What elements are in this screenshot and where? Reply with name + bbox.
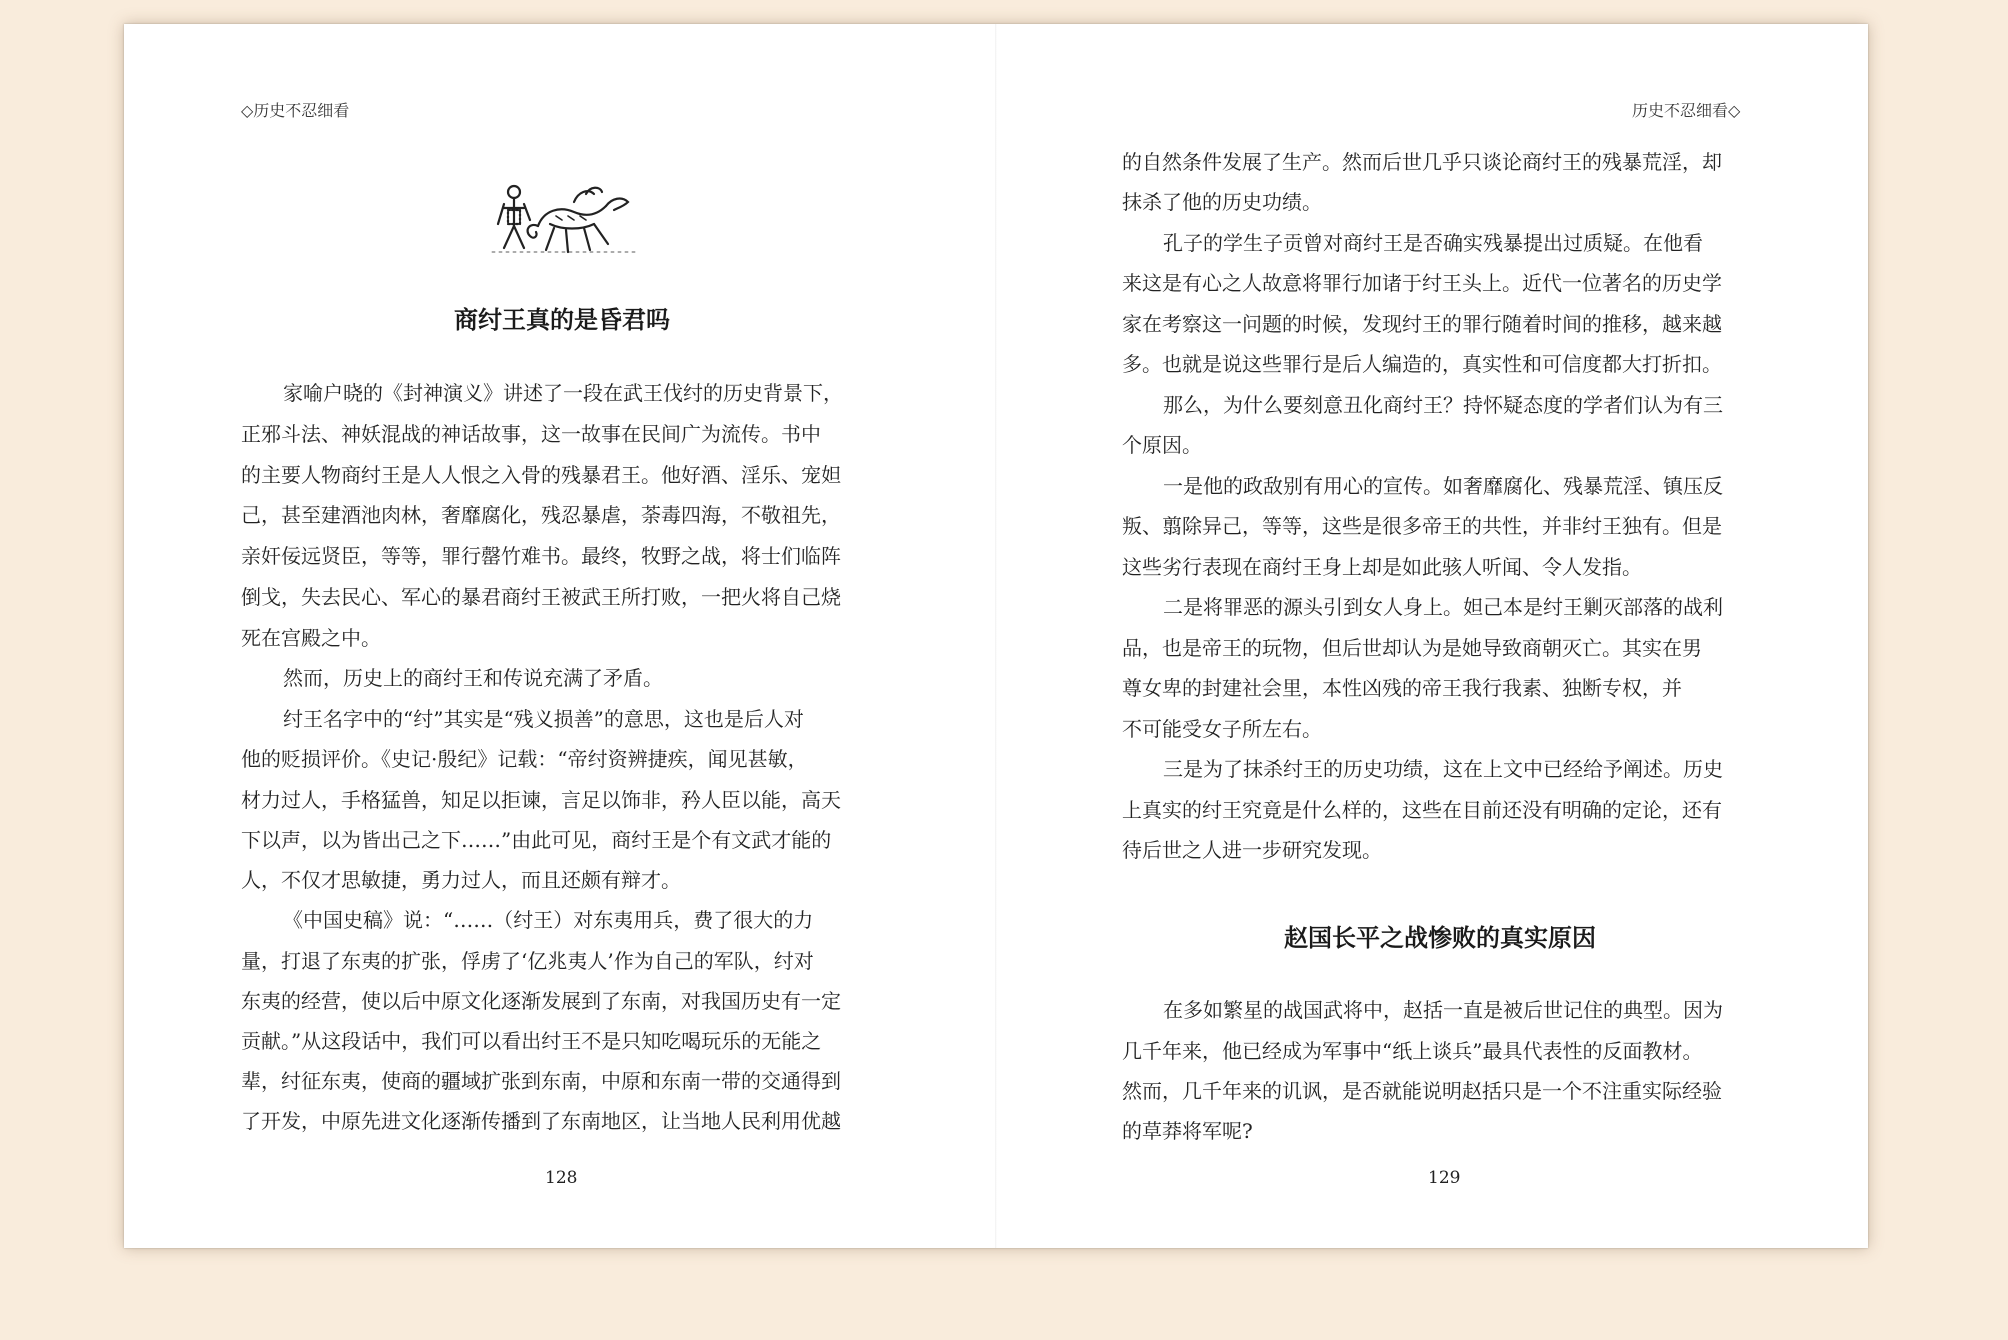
text-line: 他的贬损评价。《史记·殷纪》记载：“帝纣资辨捷疾，闻见甚敏， bbox=[241, 747, 808, 771]
text-line: 《中国史稿》说：“……（纣王）对东夷用兵，费了很大的力 bbox=[283, 908, 814, 932]
text-line: 下以声，以为皆出己之下……”由此可见，商纣王是个有文武才能的 bbox=[241, 828, 832, 852]
text-line: 抹杀了他的历史功绩。 bbox=[1122, 190, 1322, 214]
text-line: 材力过人，手格猛兽，知足以拒谏，言足以饰非，矜人臣以能，高天 bbox=[241, 788, 841, 812]
text-line: 三是为了抹杀纣王的历史功绩，这在上文中已经给予阐述。历史 bbox=[1163, 757, 1723, 781]
text-line: 几千年来，他已经成为军事中“纸上谈兵”最具代表性的反面教材。 bbox=[1122, 1039, 1703, 1063]
text-line: 一是他的政敌别有用心的宣传。如奢靡腐化、残暴荒淫、镇压反 bbox=[1163, 474, 1723, 498]
text-line: 待后世之人进一步研究发现。 bbox=[1122, 838, 1382, 862]
text-line: 孔子的学生子贡曾对商纣王是否确实残暴提出过质疑。在他看 bbox=[1163, 231, 1703, 255]
text-line: 上真实的纣王究竟是什么样的，这些在目前还没有明确的定论，还有 bbox=[1122, 798, 1722, 822]
text-line: 多。也就是说这些罪行是后人编造的，真实性和可信度都大打折扣。 bbox=[1122, 352, 1722, 376]
text-line: 纣王名字中的“纣”其实是“残义损善”的意思，这也是后人对 bbox=[283, 707, 804, 731]
text-line: 人，不仅才思敏捷，勇力过人，而且还颇有辩才。 bbox=[241, 868, 681, 892]
text-line: 来这是有心之人故意将罪行加诸于纣王头上。近代一位著名的历史学 bbox=[1122, 271, 1722, 295]
text-line: 的主要人物商纣王是人人恨之入骨的残暴君王。他好酒、淫乐、宠妲 bbox=[241, 463, 841, 487]
text-line: 倒戈，失去民心、军心的暴君商纣王被武王所打败，一把火将自己烧 bbox=[241, 585, 841, 609]
book-spine bbox=[995, 24, 997, 1248]
text-line: 的自然条件发展了生产。然而后世几乎只谈论商纣王的残暴荒淫，却 bbox=[1122, 150, 1722, 174]
text-line: 然而，几千年来的讥讽，是否就能说明赵括只是一个不注重实际经验 bbox=[1122, 1079, 1722, 1103]
left-running-head: ◇历史不忍细看 bbox=[241, 101, 350, 120]
text-line: 死在宫殿之中。 bbox=[241, 626, 381, 650]
left-page-title: 商纣王真的是昏君吗 bbox=[454, 306, 670, 334]
right-page-number: 129 bbox=[1428, 1168, 1461, 1188]
text-line: 那么，为什么要刻意丑化商纣王？持怀疑态度的学者们认为有三 bbox=[1163, 393, 1723, 417]
horse-rider-ornament-icon bbox=[490, 180, 640, 260]
text-line: 不可能受女子所左右。 bbox=[1122, 717, 1322, 741]
text-line: 家在考察这一问题的时候，发现纣王的罪行随着时间的推移，越来越 bbox=[1122, 312, 1722, 336]
text-line: 了开发，中原先进文化逐渐传播到了东南地区，让当地人民利用优越 bbox=[241, 1109, 841, 1133]
text-line: 量，打退了东夷的扩张，俘虏了‘亿兆夷人’作为自己的军队，纣对 bbox=[241, 949, 814, 973]
text-line: 正邪斗法、神妖混战的神话故事，这一故事在民间广为流传。书中 bbox=[241, 422, 821, 446]
text-line: 己，甚至建酒池肉林，奢靡腐化，残忍暴虐，荼毒四海，不敬祖先， bbox=[241, 503, 841, 527]
text-line: 在多如繁星的战国武将中，赵括一直是被后世记住的典型。因为 bbox=[1163, 998, 1723, 1022]
text-line: 东夷的经营，使以后中原文化逐渐发展到了东南，对我国历史有一定 bbox=[241, 989, 841, 1013]
right-page-title: 赵国长平之战惨败的真实原因 bbox=[1284, 924, 1596, 952]
left-page-number: 128 bbox=[545, 1168, 578, 1188]
text-line: 亲奸佞远贤臣，等等，罪行罄竹难书。最终，牧野之战，将士们临阵 bbox=[241, 544, 841, 568]
text-line: 辈，纣征东夷，使商的疆域扩张到东南，中原和东南一带的交通得到 bbox=[241, 1069, 841, 1093]
right-running-head: 历史不忍细看◇ bbox=[1632, 101, 1741, 120]
text-line: 叛、翦除异己，等等，这些是很多帝王的共性，并非纣王独有。但是 bbox=[1122, 514, 1722, 538]
text-line: 然而，历史上的商纣王和传说充满了矛盾。 bbox=[283, 666, 663, 690]
text-line: 尊女卑的封建社会里，本性凶残的帝王我行我素、独断专权，并 bbox=[1122, 676, 1682, 700]
text-line: 品，也是帝王的玩物，但后世却认为是她导致商朝灭亡。其实在男 bbox=[1122, 636, 1702, 660]
text-line: 的草莽将军呢? bbox=[1122, 1119, 1253, 1143]
text-line: 二是将罪恶的源头引到女人身上。妲己本是纣王剿灭部落的战利 bbox=[1163, 595, 1723, 619]
text-line: 家喻户晓的《封神演义》讲述了一段在武王伐纣的历史背景下， bbox=[283, 381, 843, 405]
text-line: 个原因。 bbox=[1122, 433, 1202, 457]
text-line: 贡献。”从这段话中，我们可以看出纣王不是只知吃喝玩乐的无能之 bbox=[241, 1029, 822, 1053]
text-line: 这些劣行表现在商纣王身上却是如此骇人听闻、令人发指。 bbox=[1122, 555, 1642, 579]
